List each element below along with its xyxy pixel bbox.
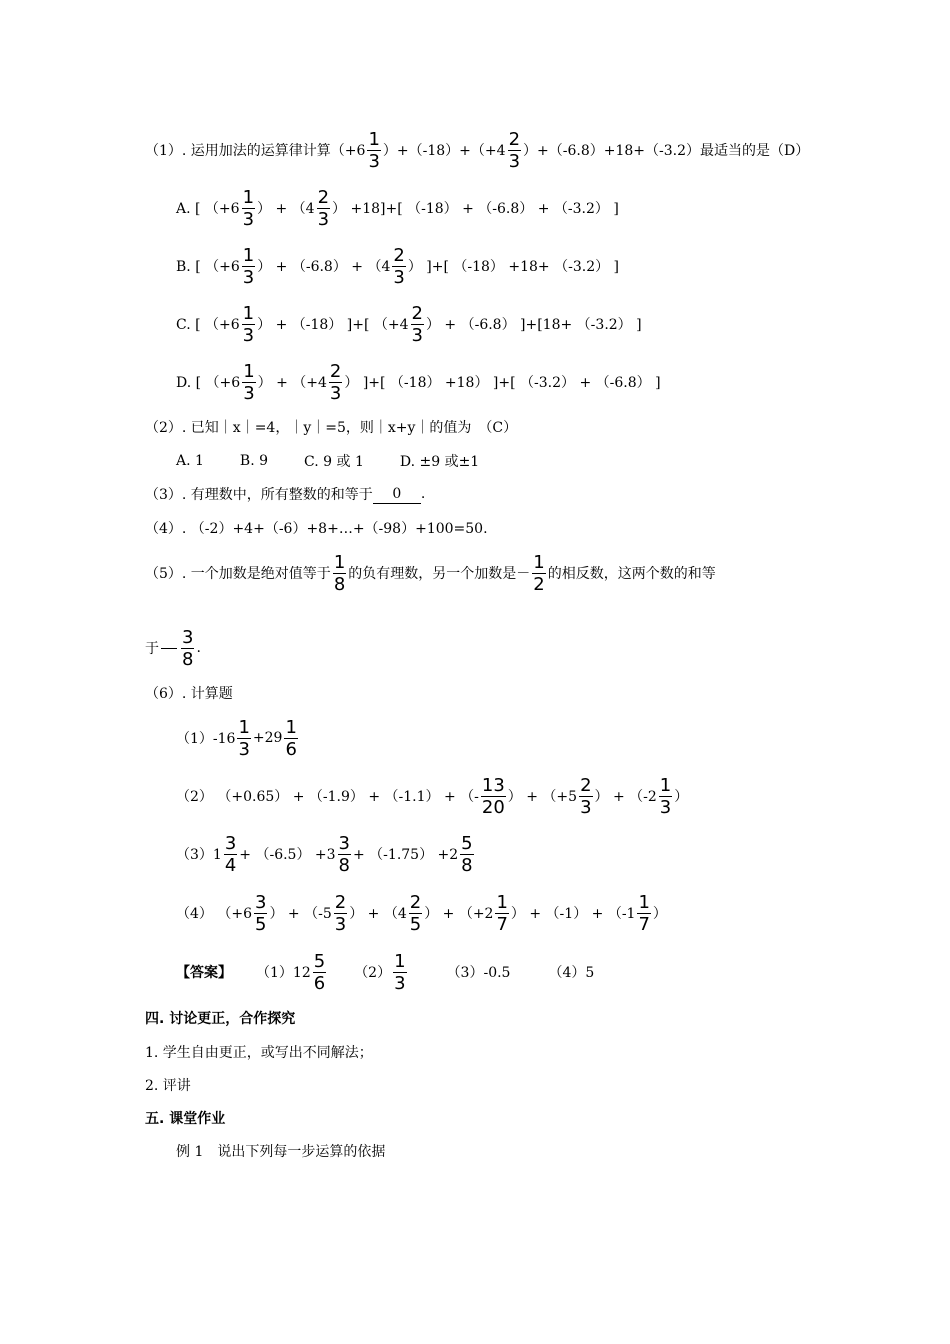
- option-a: A. [ （+6 $\frac{1}{3}$ ） + （4 $\frac{2}{3}$ ） +18]+[ （-18） + （-6.8） + （-3.2） ]: [176, 186, 619, 230]
- fraction: $\frac{1}{6}$: [285, 716, 297, 760]
- question-2-options: A. 1 B. 9 C. 9 或 1 D. ±9 或±1: [176, 453, 480, 470]
- fraction: $\frac{1}{3}$: [243, 360, 255, 404]
- fraction: $\frac{1}{3}$: [242, 244, 255, 288]
- question-6-title: （6）. 计算题: [145, 686, 233, 702]
- section-4-item-2: 2. 评讲: [145, 1078, 191, 1094]
- question-5: （5）. 一个加数是绝对值等于 $\frac{1}{8}$ 的负有理数，另一个加数是－ $\frac{1}{2}$ 的相反数，这两个数的和等: [145, 551, 716, 595]
- answer-blank: 0: [373, 485, 421, 504]
- fraction: $\frac{5}{8}$: [461, 832, 473, 876]
- fraction: $\frac{1}{3}$: [394, 950, 406, 994]
- calc-1: （1）-16 $\frac{1}{3}$ +29 $\frac{1}{6}$: [176, 716, 297, 760]
- fraction: $\frac{3}{8}$: [182, 626, 194, 670]
- fraction: $\frac{13}{20}$: [481, 774, 505, 818]
- option-c: C. [ （+6 $\frac{1}{3}$ ） + （-18） ]+[ （+4 $\frac{2}{3}$ ） + （-6.8） ]+[18+ （-3.2） ]: [176, 302, 642, 346]
- fraction: $\frac{2}{3}$: [580, 774, 592, 818]
- calc-4: （4） （+6 $\frac{3}{5}$ ） + （-5 $\frac{2}{3}$ ） + （4 $\frac{2}{5}$ ） + （+2 $\frac{1}{7}$ ） + （-1） + （-1 $\frac{1}{7}$ ）: [176, 891, 667, 935]
- fraction: $\frac{1}{8}$: [333, 551, 346, 595]
- fraction: $\frac{1}{3}$: [242, 302, 255, 346]
- fraction: $\frac{2}{3}$: [329, 360, 342, 404]
- question-2: （2）. 已知｜x｜=4，｜y｜=5，则｜x+y｜的值为 （C）: [145, 420, 518, 436]
- fraction: $\frac{2}{5}$: [409, 891, 422, 935]
- fraction: $\frac{5}{6}$: [313, 950, 326, 994]
- answer-row: 【答案】 （1）12 $\frac{5}{6}$ （2） $\frac{1}{3}$ （3）-0.5 （4）5: [176, 950, 595, 994]
- fraction: $\frac{1}{3}$: [368, 128, 380, 172]
- fraction: $\frac{1}{3}$: [242, 186, 255, 230]
- fraction: $\frac{2}{3}$: [334, 891, 347, 935]
- fraction: $\frac{2}{3}$: [393, 244, 405, 288]
- fraction: $\frac{3}{5}$: [255, 891, 267, 935]
- fraction: $\frac{1}{3}$: [659, 774, 672, 818]
- question-4: （4）. （-2）+4+（-6）+8+…+（-98）+100=50.: [145, 521, 488, 537]
- question-3: （3）. 有理数中，所有整数的和等于 0 .: [145, 485, 426, 503]
- fraction: $\frac{3}{4}$: [224, 832, 237, 876]
- calc-3: （3）1 $\frac{3}{4}$ + （-6.5） +3 $\frac{3}{8}$ + （-1.75） +2 $\frac{5}{8}$: [176, 832, 473, 876]
- fraction: $\frac{1}{2}$: [533, 551, 545, 595]
- section-5-title: 五. 课堂作业: [145, 1111, 226, 1127]
- fraction: $\frac{1}{7}$: [638, 891, 650, 935]
- fraction: $\frac{1}{3}$: [238, 716, 250, 760]
- section-4-title: 四. 讨论更正，合作探究: [145, 1011, 296, 1027]
- fraction: $\frac{3}{8}$: [338, 832, 350, 876]
- fraction: $\frac{2}{3}$: [317, 186, 330, 230]
- section-4-item-1: 1. 学生自由更正，或写出不同解法；: [145, 1045, 373, 1061]
- option-b: B. [ （+6 $\frac{1}{3}$ ） + （-6.8） + （4 $\frac{2}{3}$ ） ]+[ （-18） +18+ （-3.2） ]: [176, 244, 620, 288]
- fraction: $\frac{1}{7}$: [496, 891, 508, 935]
- option-d: D. [ （+6 $\frac{1}{3}$ ） + （+4 $\frac{2}{3}$ ） ]+[ （-18） +18） ]+[ （-3.2） + （-6.8） ]: [176, 360, 661, 404]
- minus-sign: [161, 648, 177, 649]
- fraction: $\frac{2}{3}$: [508, 128, 521, 172]
- question-1: （1）. 运用加法的运算律计算（+6 $\frac{1}{3}$ ）+（-18）+（+4 $\frac{2}{3}$ ）+（-6.8）+18+（-3.2）最适当的是（D）: [145, 128, 810, 172]
- answer-label: 【答案】: [176, 965, 232, 981]
- calc-2: （2） （+0.65） + （-1.9） + （-1.1） + （- $\frac{13}{20}$ ） + （+5 $\frac{2}{3}$ ） + （-2 $\frac{1}{3}$ ）: [176, 774, 689, 818]
- example-1: 例 1 说出下列每一步运算的依据: [176, 1144, 386, 1160]
- question-5-line-2: 于 $\frac{3}{8}$ .: [145, 626, 201, 670]
- fraction: $\frac{2}{3}$: [411, 302, 423, 346]
